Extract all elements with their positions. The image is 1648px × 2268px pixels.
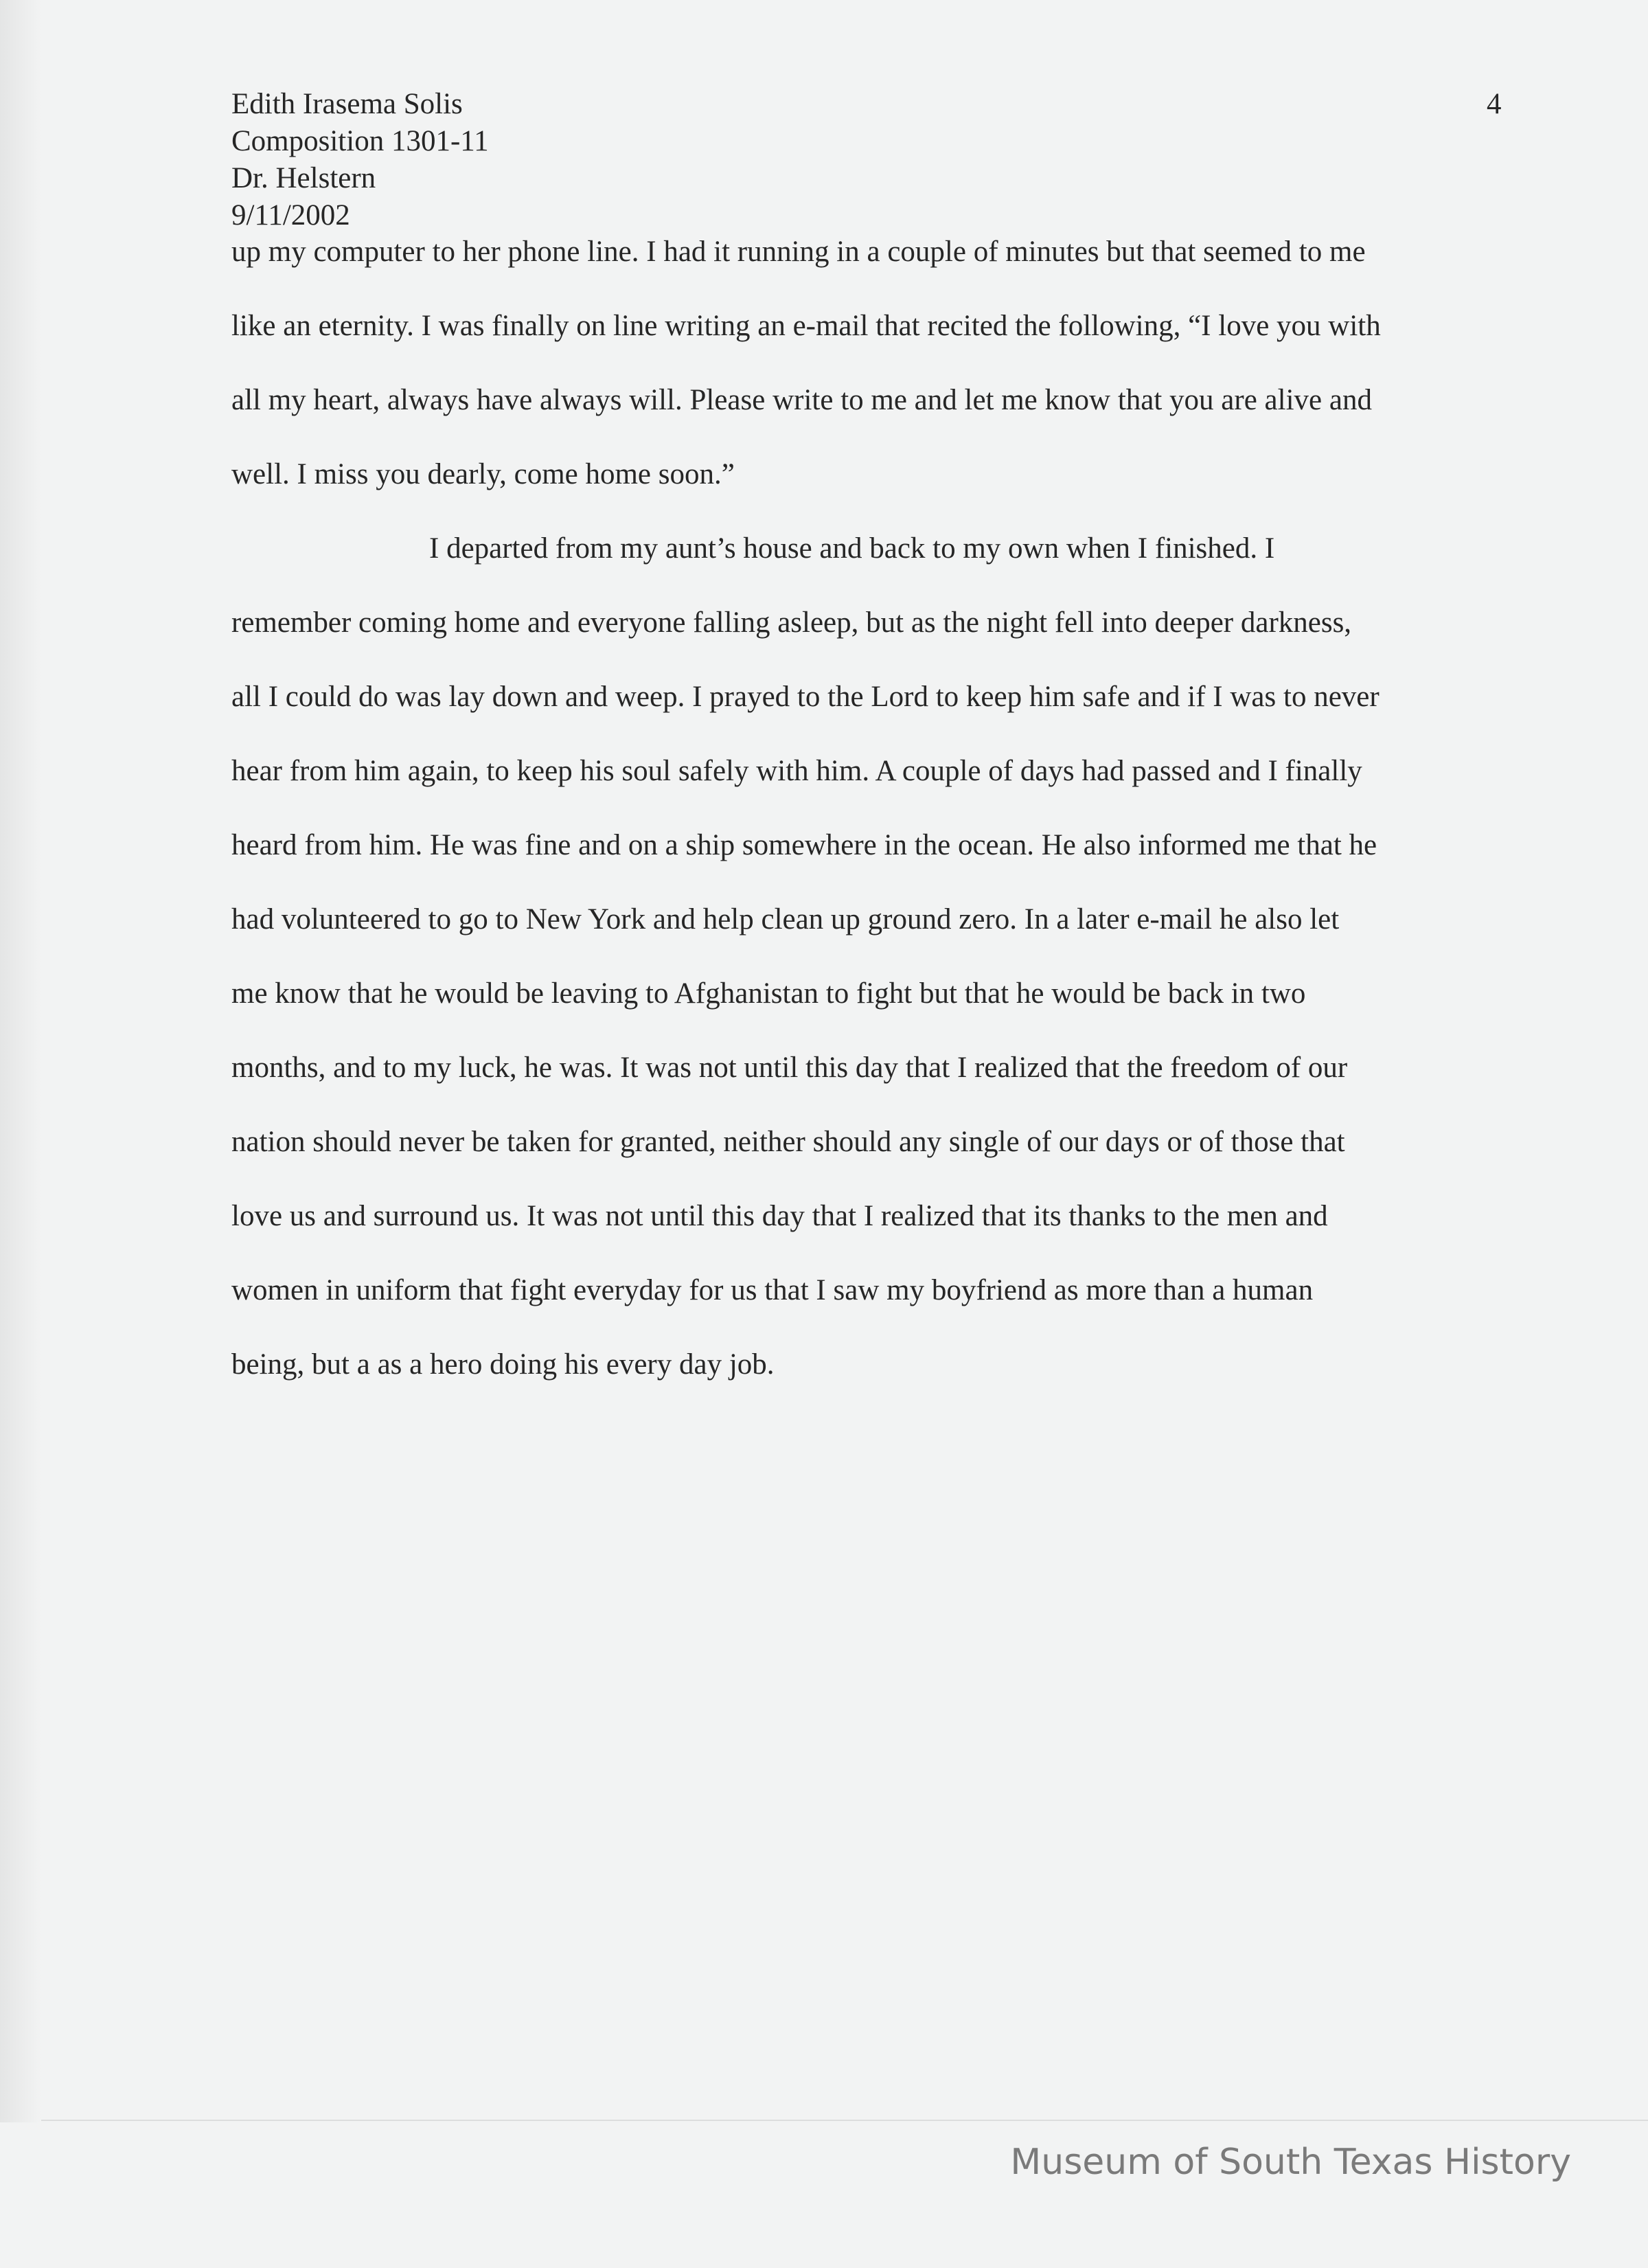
text-line: months, and to my luck, he was. It was not until this day that I realized that the freedom of our	[231, 1052, 1348, 1084]
text-line: like an eternity. I was finally on line writing an e-mail that recited the following, “I love you with	[231, 310, 1381, 342]
page-edge-shadow	[0, 0, 41, 2122]
text-line: being, but a as a hero doing his every day job.	[231, 1348, 775, 1381]
text-line: remember coming home and everyone falling asleep, but as the night fell into deeper darkness,	[231, 606, 1352, 639]
instructor-name: Dr. Helstern	[231, 162, 376, 194]
paragraph-start-line: I departed from my aunt’s house and back to my own when I finished. I	[429, 532, 1275, 565]
text-line: well. I miss you dearly, come home soon.”	[231, 458, 735, 490]
document-date: 9/11/2002	[231, 199, 350, 231]
text-line: hear from him again, to keep his soul safely with him. A couple of days had passed and I finally	[231, 755, 1362, 787]
text-line: nation should never be taken for granted, neither should any single of our days or of those that	[231, 1126, 1345, 1158]
text-line: had volunteered to go to New York and help clean up ground zero. In a later e-mail he also let	[231, 903, 1340, 935]
text-line: women in uniform that fight everyday for us that I saw my boyfriend as more than a human	[231, 1274, 1314, 1306]
text-line: all I could do was lay down and weep. I prayed to the Lord to keep him safe and if I was to never	[231, 681, 1380, 713]
text-line: up my computer to her phone line. I had it running in a couple of minutes but that seemed to me	[231, 236, 1366, 268]
text-line: heard from him. He was fine and on a ship somewhere in the ocean. He also informed me that he	[231, 829, 1377, 861]
essay-body	[231, 234, 1522, 1420]
text-line: all my heart, always have always will. Please write to me and let me know that you are alive and	[231, 384, 1372, 416]
page-number: 4	[1487, 88, 1502, 120]
author-name: Edith Irasema Solis	[231, 88, 463, 120]
museum-watermark: Museum of South Texas History	[1010, 2142, 1571, 2183]
text-line: love us and surround us. It was not until this day that I realized that its thanks to the men and	[231, 1200, 1328, 1232]
course-name: Composition 1301-11	[231, 125, 489, 157]
page-bottom-edge	[41, 2120, 1648, 2121]
document-header	[231, 86, 489, 234]
text-line: me know that he would be leaving to Afghanistan to fight but that he would be back in two	[231, 977, 1306, 1010]
